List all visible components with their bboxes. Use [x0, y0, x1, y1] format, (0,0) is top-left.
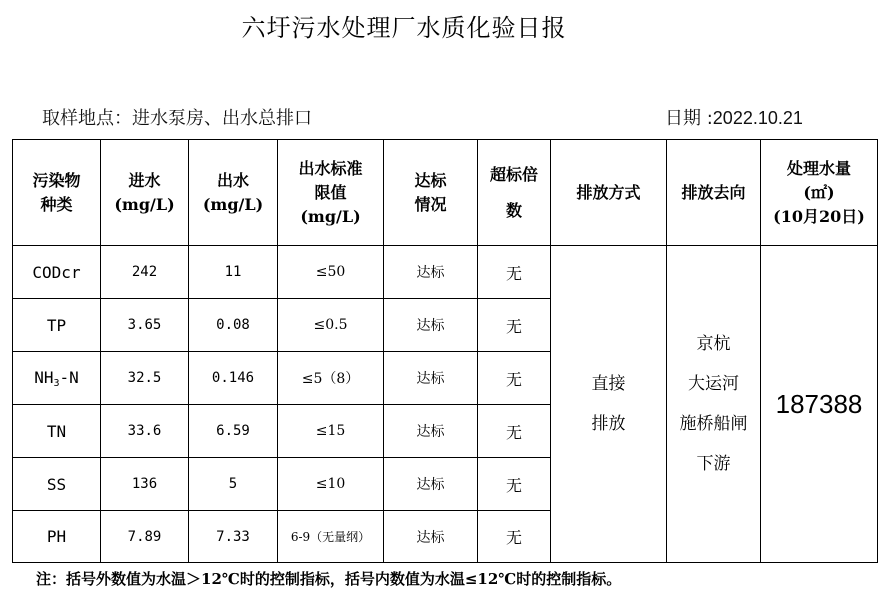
standard-limit: ≤0.5: [278, 299, 384, 352]
pollutant-name: TP: [13, 299, 101, 352]
compliance-status: 达标: [384, 405, 478, 458]
influent-value: 33.6: [101, 405, 189, 458]
influent-value: 242: [101, 246, 189, 299]
influent-value: 3.65: [101, 299, 189, 352]
effluent-value: 0.146: [189, 352, 278, 405]
header-standard-limit: 出水标准 限值 (mg/L): [278, 140, 384, 246]
header-effluent: 出水 (mg/L): [189, 140, 278, 246]
pollutant-name: $NH_3-N$: [13, 352, 101, 405]
exceed-multiple: 无: [478, 352, 551, 405]
standard-limit: ≤5（8）: [278, 352, 384, 405]
standard-limit: 6-9（无量纲）: [278, 511, 384, 563]
date-label: 日期 :: [665, 108, 713, 129]
pollutant-name: TN: [13, 405, 101, 458]
standard-limit: ≤50: [278, 246, 384, 299]
exceed-multiple: 无: [478, 405, 551, 458]
sampling-location: 取样地点：进水泵房、出水总排口: [42, 108, 312, 129]
header-influent: 进水 (mg/L): [101, 140, 189, 246]
water-quality-table: [12, 139, 878, 563]
compliance-status: 达标: [384, 246, 478, 299]
header-status: 达标 情况: [384, 140, 478, 246]
pollutant-name: SS: [13, 458, 101, 511]
exceed-multiple: 无: [478, 458, 551, 511]
table-row: [13, 246, 878, 299]
discharge-destination: 京杭 大运河 施桥船闸 下游: [667, 246, 761, 563]
exceed-multiple: 无: [478, 511, 551, 563]
effluent-value: 5: [189, 458, 278, 511]
pollutant-name: CODcr: [13, 246, 101, 299]
influent-value: 136: [101, 458, 189, 511]
effluent-value: 7.33: [189, 511, 278, 563]
standard-limit: ≤15: [278, 405, 384, 458]
header-discharge-method: 排放方式: [551, 140, 667, 246]
discharge-method: 直接 排放: [551, 246, 667, 563]
effluent-value: 6.59: [189, 405, 278, 458]
standard-limit: ≤10: [278, 458, 384, 511]
effluent-value: 0.08: [189, 299, 278, 352]
footnote: 注：括号外数值为水温＞12℃时的控制指标，括号内数值为水温≤12℃时的控制指标。: [36, 570, 622, 588]
influent-value: 32.5: [101, 352, 189, 405]
header-treated-volume: 处理水量 (㎡) (10月20日): [761, 140, 878, 246]
compliance-status: 达标: [384, 352, 478, 405]
date-value: 2022.10.21: [712, 108, 803, 128]
exceed-multiple: 无: [478, 299, 551, 352]
compliance-status: 达标: [384, 511, 478, 563]
report-title: 六圩污水处理厂水质化验日报: [241, 14, 567, 42]
report-date: [665, 104, 803, 130]
pollutant-name: PH: [13, 511, 101, 563]
influent-value: 7.89: [101, 511, 189, 563]
table-header-row: [13, 140, 878, 246]
compliance-status: 达标: [384, 299, 478, 352]
header-discharge-destination: 排放去向: [667, 140, 761, 246]
header-exceed-multiple: 超标倍 数: [478, 140, 551, 246]
effluent-value: 11: [189, 246, 278, 299]
compliance-status: 达标: [384, 458, 478, 511]
header-pollutant: 污染物 种类: [13, 140, 101, 246]
treated-volume: 187388: [761, 246, 878, 563]
exceed-multiple: 无: [478, 246, 551, 299]
